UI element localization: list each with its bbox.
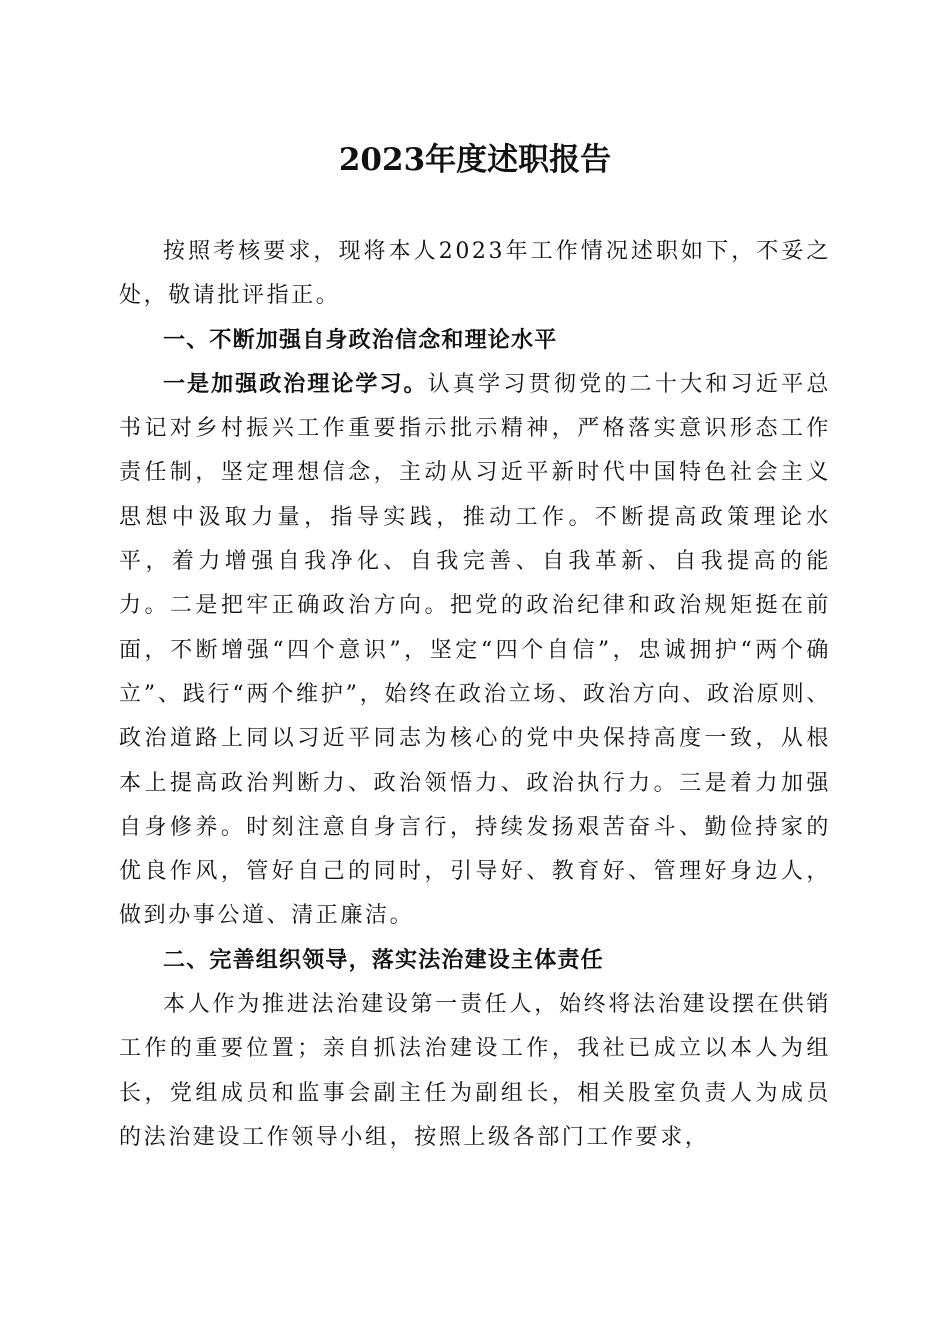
- document-body: [119, 230, 831, 1160]
- section-1-text-2: 二是把牢正确政治方向。把党的政治纪律和政治规矩挺在前面，不断增强“四个意识”，坚定“四个自信”，忠诚拥护“两个确立”、践行“两个维护”，始终在政治立场、政治方向、政治原则、政治道路上同以习近平同志为核心的党中央保持高度一致，从根本上提高政治判断力、政治领悟力、政治执行力。: [119, 593, 831, 796]
- section-2-paragraph: 本人作为推进法治建设第一责任人，始终将法治建设摆在供销工作的重要位置；亲自抓法治建设工作，我社已成立以本人为组长，党组成员和监事会副主任为副组长，相关股室负责人为成员的法治建设工作领导小组，按照上级各部门工作要求，: [119, 992, 831, 1150]
- intro-paragraph: 按照考核要求，现将本人2023年工作情况述职如下，不妥之处，敬请批评指正。: [119, 239, 831, 309]
- section-1-heading: 一、不断加强自身政治信念和理论水平: [163, 327, 558, 353]
- section-1-text-1: 认真学习贯彻党的二十大和习近平总书记对乡村振兴工作重要指示批示精神，严格落实意识形态工作责任制，坚定理想信念，主动从习近平新时代中国特色社会主义思想中汲取力量，指导实践，推动工作。不断提高政策理论水平，着力增强自我净化、自我完善、自我革新、自我提高的能力。: [119, 371, 831, 619]
- section-1-paragraph: [119, 363, 831, 939]
- section-1-subtitle-1: 一是加强政治理论学习。: [163, 371, 428, 397]
- document-title: 2023年度述职报告: [338, 142, 612, 178]
- section-2-heading: 二、完善组织领导，落实法治建设主体责任: [163, 947, 604, 973]
- section-1-text-3: 三是着力加强自身修养。时刻注意自身言行，持续发扬艰苦奋斗、勤俭持家的优良作风，管好自己的同时，引导好、教育好、管理好身边人，做到办事公道、清正廉洁。: [119, 770, 832, 929]
